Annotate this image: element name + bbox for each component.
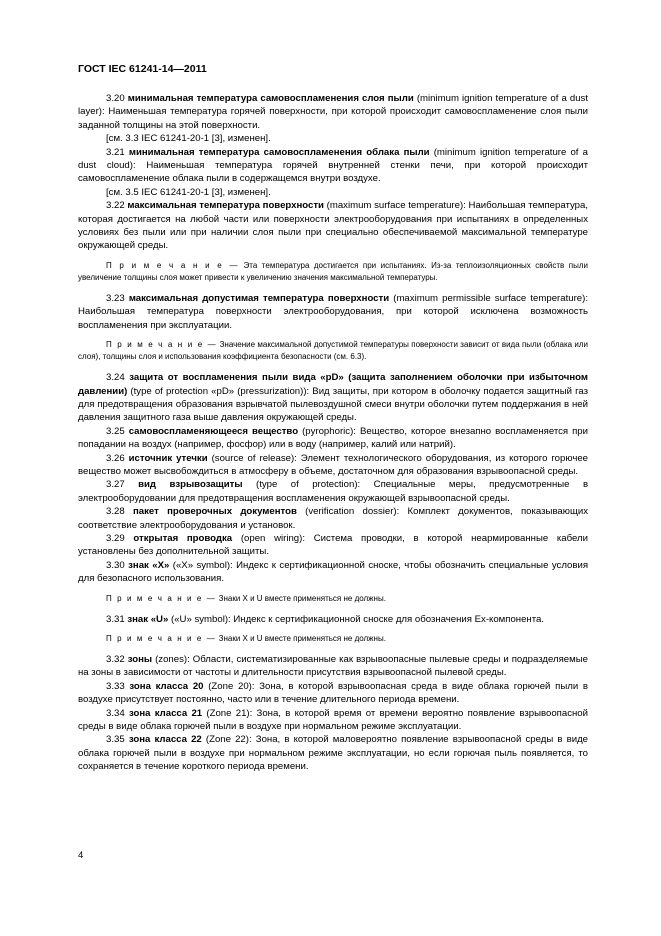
document-header: ГОСТ IEC 61241-14—2011 xyxy=(78,63,207,75)
definition-3-35: 3.35 зона класса 22 (Zone 22): Зона, в которой маловероятно появление взрывоопасной среды в виде облака горючей пыли в воздухе при нормальном режиме эксплуатации, но если горючая пыль появляется, то сохраняется в течение короткого периода времени. xyxy=(78,734,588,773)
note-3-30: П р и м е ч а н и е — Знаки X и U вместе применяться не должны. xyxy=(106,593,386,603)
reference-3-20: [см. 3.3 IEC 61241-20-1 [3], изменен]. xyxy=(106,133,271,145)
note-3-31: П р и м е ч а н и е — Знаки X и U вместе применяться не должны. xyxy=(106,634,386,643)
definition-3-30: 3.30 знак «X» («X» symbol): Индекс к сертификационной сноске, чтобы обозначить специальные условия для безопасного использования. xyxy=(78,559,589,585)
reference-3-21: [см. 3.5 IEC 61241-20-1 [3], изменен]. xyxy=(106,186,271,198)
definition-3-34: 3.34 зона класса 21 (Zone 21): Зона, в которой время от времени вероятно появление взрывоопасной среды в виде облака горючей пыли в воздухе при нормальном режиме эксплуатации. xyxy=(78,707,588,733)
definition-3-20: 3.20 минимальная температура самовоспламенения слоя пыли (minimum ignition temperature of a dust layer): Наименьшая температура горячей поверхности, при которой происходит самовоспламенение слоя пыли заданной толщины на этой поверхности. xyxy=(78,93,589,131)
definition-3-31: 3.31 знак «U» («U» symbol): Индекс к сертификационной сноске для обозначения Ex-компонента. xyxy=(106,613,544,625)
definition-3-21: 3.21 минимальная температура самовоспламенения облака пыли (minimum ignition temperature of a dust cloud): Наименьшая температура горячей внутренней стенки печи, при которой происходит самовоспламенение облака пыли в содержащемся внутри воздухе. xyxy=(78,146,588,185)
definition-3-26: 3.26 источник утечки (source of release): Элемент технологического оборудования, из которого горючее вещество может высвобождиться в атмосферу в объеме, достаточном для образования взрывоопасной среды. xyxy=(78,452,588,477)
note-3-22: П р и м е ч а н и е — Эта температура достигается при испытаниях. Из-за теплоизоляционных свойств пыли увеличение толщины слоя может привести к увеличению значения максимальной температуры. xyxy=(78,260,588,282)
document-body xyxy=(78,92,588,774)
definition-3-27: 3.27 вид взрывозащиты (type of protection): Специальные меры, предусмотренные в электрооборудовании для предотвращения воспламенения окружающей взрывоопасной среды. xyxy=(78,479,589,504)
definition-3-25: 3.25 самовоспламеняющееся вещество (pyrophoric): Вещество, которое внезапно воспламеняется при попадании на воздух (например, фосфор) или в воду (например, калий или натрий). xyxy=(78,425,589,451)
definition-3-29: 3.29 открытая проводка (open wiring): Система проводки, в которой неармированные кабели установлены без дополнительной защиты. xyxy=(78,532,588,558)
definition-3-28: 3.28 пакет проверочных документов (verification dossier): Комплект документов, показывающих соответствие электрооборудования и установок. xyxy=(78,506,589,531)
definition-3-24: 3.24 защита от воспламенения пыли вида «pD» (защита заполнением оболочки при избыточном давлении) (type of protection «pD» (pressurization)): Вид защиты, при котором в оболочку подается защитный газ для предотвращения образования взрывчатой пылевоздушной смеси внутри оболочки путем поддержания в ней давления защитного газа выше давления окружающей среды. xyxy=(78,372,588,424)
definition-3-22: 3.22 максимальная температура поверхности (maximum surface temperature): Наибольшая температура, которая достигается на любой части или поверхности электрооборудования при испытаниях в определенных условиях без пыли или при наличии слоя пыли при специально обеспечиваемой максимальной температуре окружающей среды. xyxy=(78,200,588,252)
definition-3-32: 3.32 зоны (zones): Области, систематизированные как взрывоопасные пылевые среды и подразделяемые на зоны в зависимости от частоты и длительности присутствия взрывоопасной пылевой среды. xyxy=(78,654,588,679)
note-3-23: П р и м е ч а н и е — Значение максимальной допустимой температуры поверхности зависит от вида пыли (облака или слоя), толщины слоя и использования коэффициента безопасности (см. 6.3). xyxy=(78,340,588,362)
page-number: 4 xyxy=(78,850,84,861)
definition-3-23: 3.23 максимальная допустимая температура поверхности (maximum permissible surface temperature): Наибольшая температура поверхности электрооборудования, при которой исключена возможность воспламенения при эксплуатации. xyxy=(78,292,588,331)
definition-3-33: 3.33 зона класса 20 (Zone 20): Зона, в которой взрывоопасная среда в виде облака горючей пыли в воздухе присутствует постоянно, часто или в течение длительного периода времени. xyxy=(78,680,588,706)
